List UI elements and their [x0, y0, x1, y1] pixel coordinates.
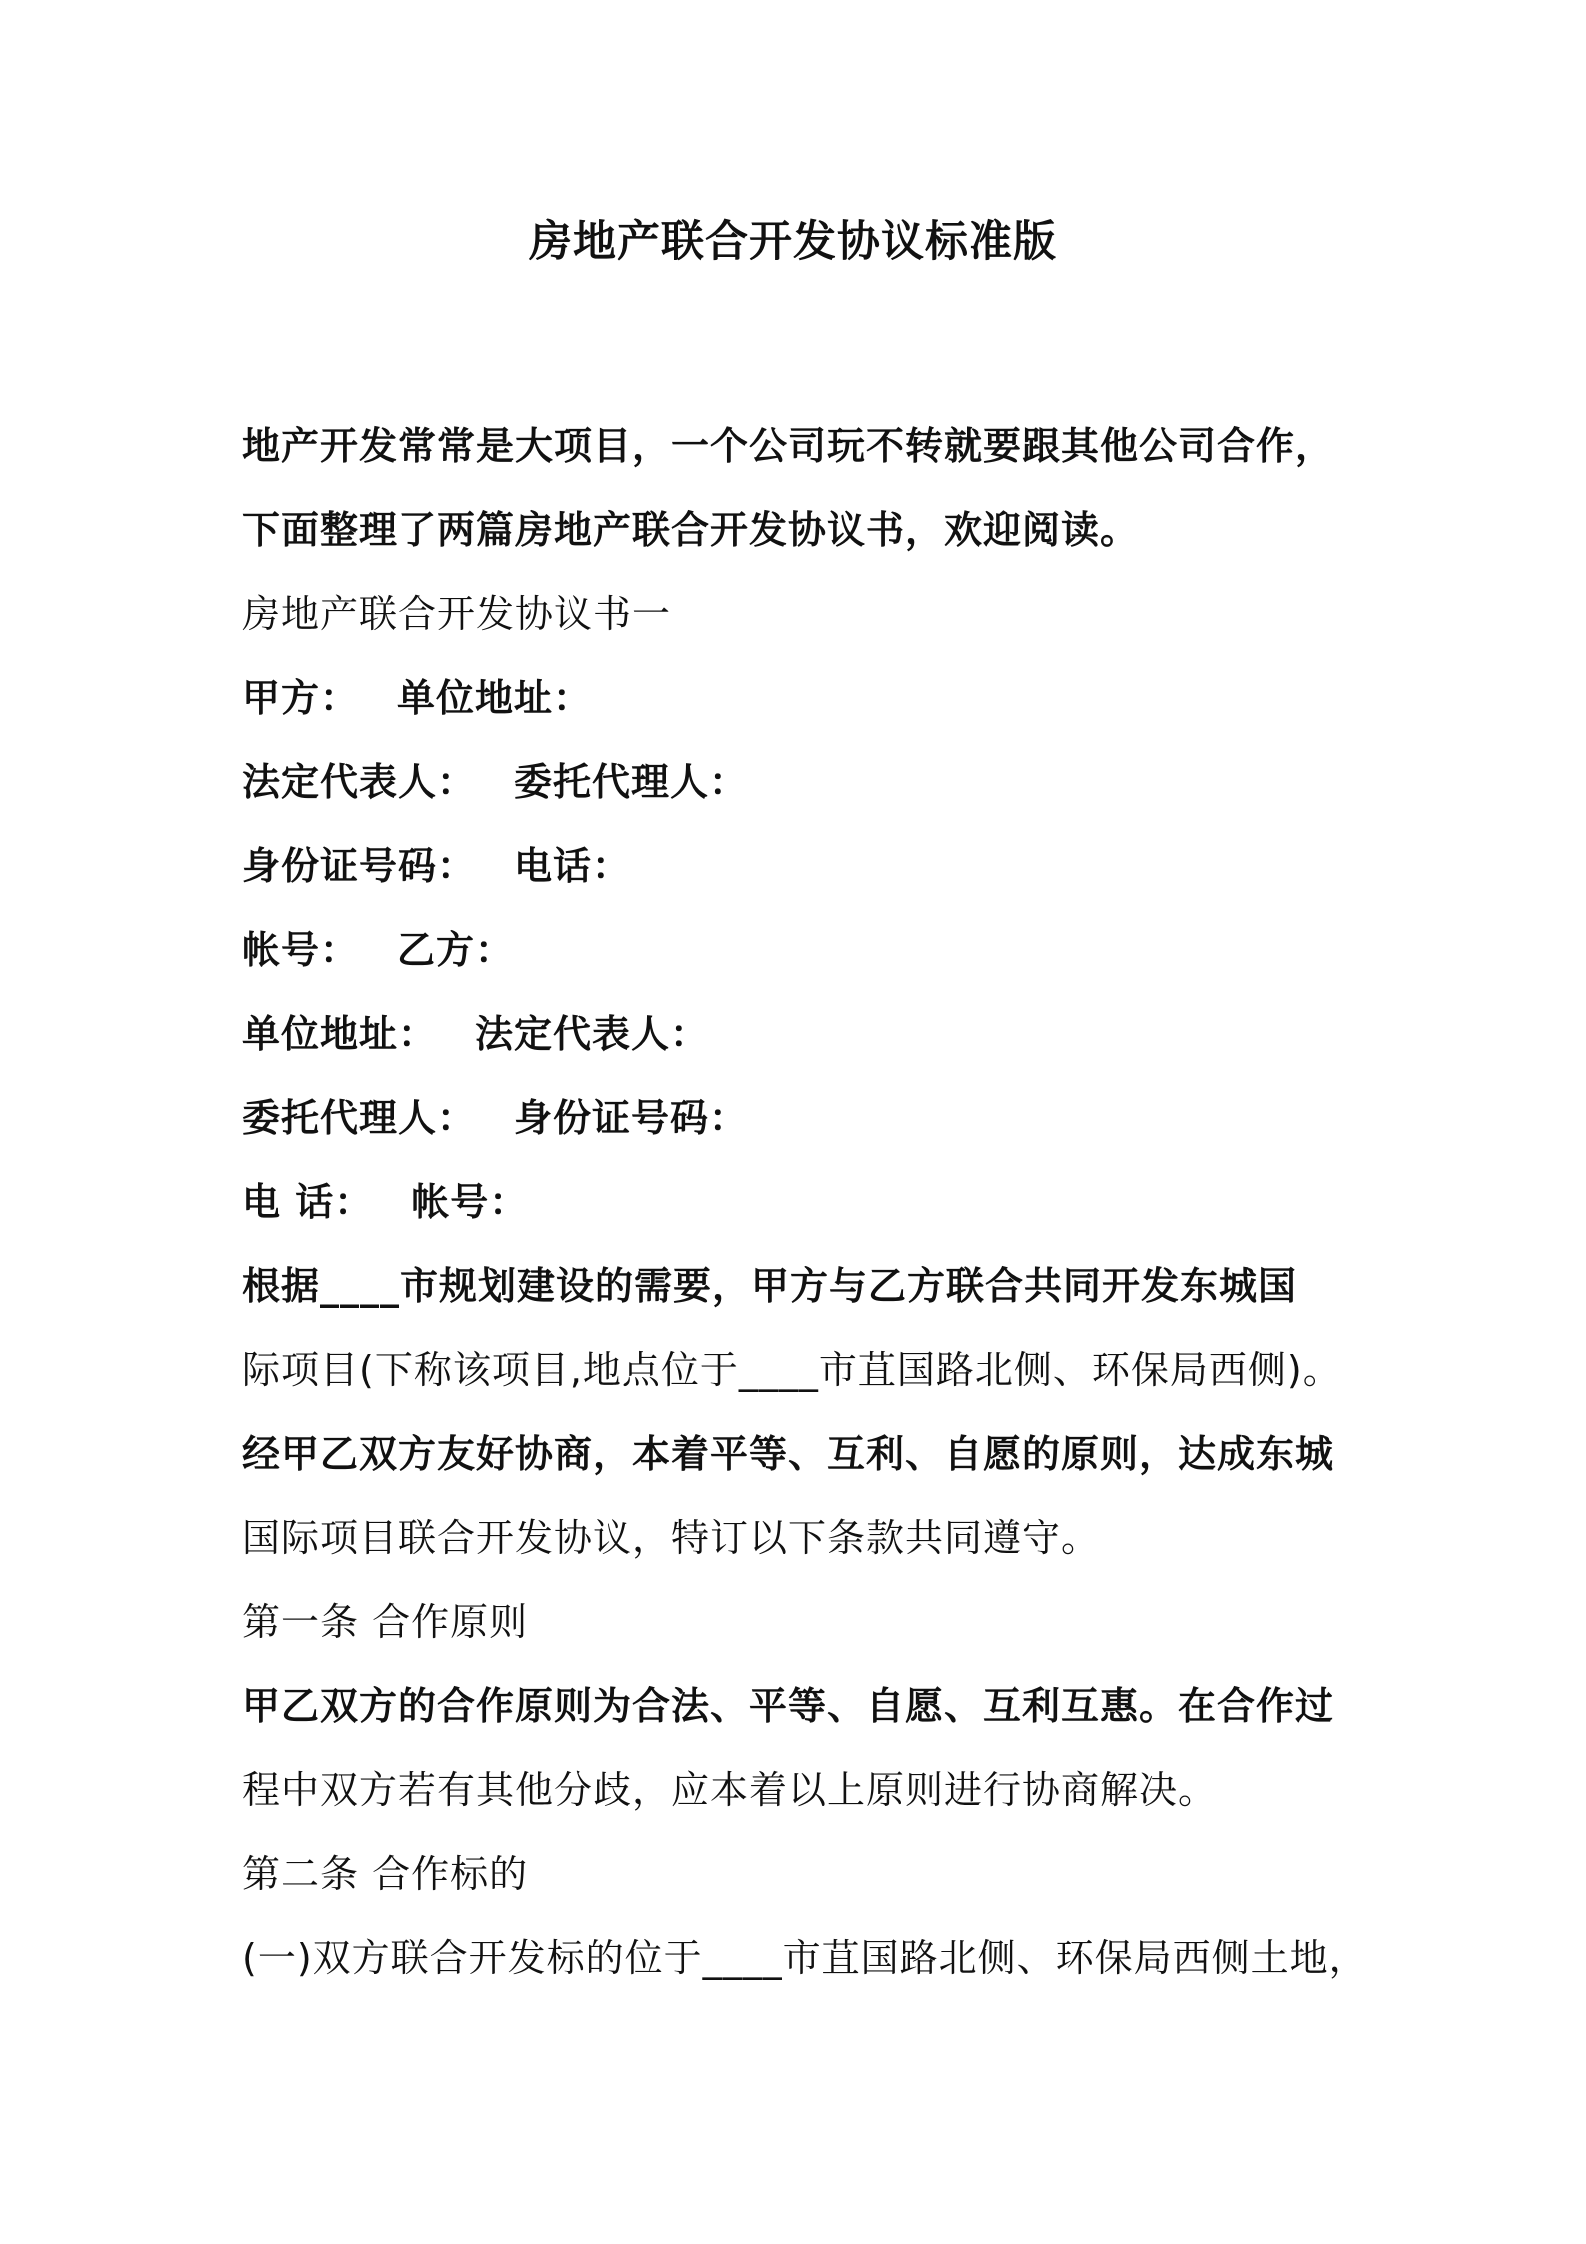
section-heading: 房地产联合开发协议书一 [242, 592, 672, 636]
document-body [242, 404, 1392, 2000]
body-line-1: 根据____市规划建设的需要，甲方与乙方联合共同开发东城国 [242, 1264, 1298, 1308]
legal-rep-row [242, 740, 1392, 824]
party-a-legal-rep-label: 法定代表人： [242, 760, 477, 804]
intro-line-2: 下面整理了两篇房地产联合开发协议书，欢迎阅读。 [242, 508, 1140, 552]
party-b-account-label: 帐号： [411, 1180, 529, 1224]
body-line-3: 经甲乙双方友好协商，本着平等、互利、自愿的原则，达成东城 [242, 1432, 1335, 1476]
party-b-id-label: 身份证号码： [514, 1096, 749, 1140]
article-1-line-1: 甲乙双方的合作原则为合法、平等、自愿、互利互惠。在合作过 [242, 1684, 1335, 1728]
party-b-phone-label: 电 话： [242, 1180, 374, 1224]
body-line-4: 国际项目联合开发协议，特订以下条款共同遵守。 [242, 1516, 1101, 1560]
party-b-legal-rep-label: 法定代表人： [475, 1012, 710, 1056]
article-2-heading: 第二条 合作标的 [242, 1852, 529, 1896]
document-title: 房地产联合开发协议标准版 [529, 217, 1057, 267]
party-a-account-label: 帐号： [242, 928, 360, 972]
party-b-agent-label: 委托代理人： [242, 1096, 477, 1140]
party-b-row-1 [242, 992, 1392, 1076]
party-a-id-label: 身份证号码： [242, 844, 477, 888]
party-b-row-2 [242, 1076, 1392, 1160]
article-1-heading: 第一条 合作原则 [242, 1600, 529, 1644]
account-row [242, 908, 1392, 992]
party-a-phone-label: 电话： [514, 844, 632, 888]
party-a-address-label: 单位地址： [397, 676, 593, 720]
party-a-agent-label: 委托代理人： [514, 760, 749, 804]
party-b-address-label: 单位地址： [242, 1012, 438, 1056]
party-a-row [242, 656, 1392, 740]
id-row [242, 824, 1392, 908]
body-line-2: 际项目(下称该项目,地点位于____市苴国路北侧、环保局西侧)。 [242, 1348, 1342, 1392]
article-1-line-2: 程中双方若有其他分歧，应本着以上原则进行协商解决。 [242, 1768, 1218, 1812]
party-b-row-3 [242, 1160, 1392, 1244]
article-2-line-1: (一)双方联合开发标的位于____市苴国路北侧、环保局西侧土地， [242, 1936, 1368, 1980]
intro-line-1: 地产开发常常是大项目，一个公司玩不转就要跟其他公司合作， [242, 424, 1335, 468]
party-b-label: 乙方： [397, 928, 515, 972]
party-a-label: 甲方： [242, 676, 360, 720]
